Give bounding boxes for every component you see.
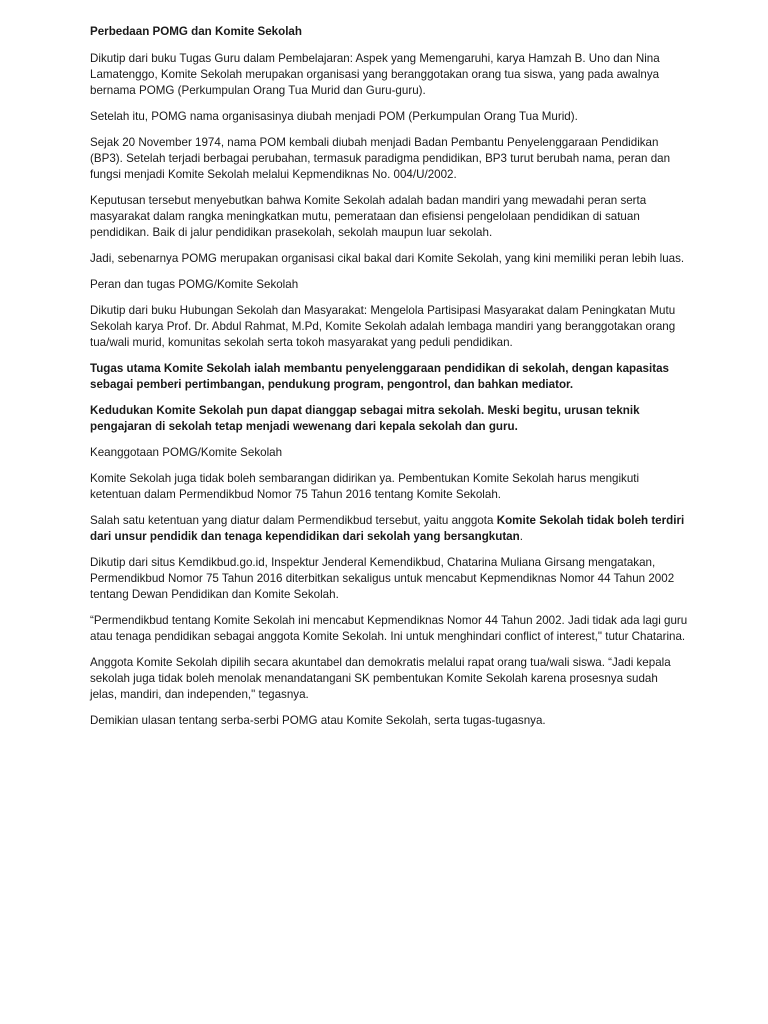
document-title: Perbedaan POMG dan Komite Sekolah (90, 25, 302, 38)
text-run: Salah satu ketentuan yang diatur dalam Permendikbud tersebut, yaitu anggota (90, 514, 497, 527)
paragraph: Keputusan tersebut menyebutkan bahwa Komite Sekolah adalah badan mandiri yang mewadahi peran serta masyarakat dalam rangka meningkatkan mutu, pemerataan dan efisiensi pengelolaan pendidikan di satuan pendidikan. Baik di jalur pendidikan prasekolah, sekolah maupun luar sekolah. (90, 194, 647, 239)
bold-paragraph: Kedudukan Komite Sekolah pun dapat dianggap sebagai mitra sekolah. Meski begitu, urusan teknik pengajaran di sekolah tetap menjadi wewenang dari kepala sekolah dan guru. (90, 404, 640, 433)
bold-text-run: Komite Sekolah tidak boleh terdiri dari unsur pendidik dan tenaga kependidikan dari sekolah yang bersangkutan (90, 514, 685, 543)
text-run: . (519, 530, 523, 543)
paragraph: Sejak 20 November 1974, nama POM kembali diubah menjadi Badan Pembantu Penyelenggaraan Pendidikan (BP3). Setelah terjadi berbagai perubahan, termasuk paradigma pendidikan, BP3 turut berubah nama, peran dan fungsi menjadi Komite Sekolah melalui Kepmendiknas No. 004/U/2002. (90, 136, 671, 181)
section-heading: Peran dan tugas POMG/Komite Sekolah (90, 278, 299, 291)
paragraph: Dikutip dari buku Hubungan Sekolah dan Masyarakat: Mengelola Partisipasi Masyarakat dalam Peningkatan Mutu Sekolah karya Prof. Dr. Abdul Rahmat, M.Pd, Komite Sekolah adalah lembaga mandiri yang beranggotakan orang tua/wali murid, komunitas sekolah serta tokoh masyarakat yang peduli pendidikan. (90, 304, 676, 349)
closing-paragraph: Demikian ulasan tentang serba-serbi POMG atau Komite Sekolah, serta tugas-tugasnya. (90, 714, 546, 727)
bold-paragraph: Tugas utama Komite Sekolah ialah membantu penyelenggaraan pendidikan di sekolah, dengan kapasitas sebagai pemberi pertimbangan, pendukung program, pengontrol, dan bahkan mediator. (90, 362, 669, 391)
paragraph-mixed (90, 513, 688, 545)
section-heading: Keanggotaan POMG/Komite Sekolah (90, 446, 283, 459)
paragraph: Setelah itu, POMG nama organisasinya diubah menjadi POM (Perkumpulan Orang Tua Murid). (90, 110, 578, 123)
quote-paragraph: “Permendikbud tentang Komite Sekolah ini mencabut Kepmendiknas Nomor 44 Tahun 2002. Jadi tidak ada lagi guru atau tenaga pendidikan sebagai anggota Komite Sekolah. Ini untuk menghindari conflict of interest," tutur Chatarina. (90, 614, 688, 643)
paragraph: Dikutip dari buku Tugas Guru dalam Pembelajaran: Aspek yang Memengaruhi, karya Hamzah B. Uno dan Nina Lamatenggo, Komite Sekolah merupakan organisasi yang beranggotakan orang tua siswa, yang pada awalnya bernama POMG (Perkumpulan Orang Tua Murid dan Guru-guru). (90, 52, 660, 97)
paragraph: Jadi, sebenarnya POMG merupakan organisasi cikal bakal dari Komite Sekolah, yang kini memiliki peran lebih luas. (90, 252, 685, 265)
paragraph: Anggota Komite Sekolah dipilih secara akuntabel dan demokratis melalui rapat orang tua/wali siswa. “Jadi kepala sekolah juga tidak boleh menolak menandatangani SK pembentukan Komite Sekolah karena prosesnya sudah jelas, mandiri, dan independen," tegasnya. (90, 656, 671, 701)
paragraph: Komite Sekolah juga tidak boleh sembarangan didirikan ya. Pembentukan Komite Sekolah harus mengikuti ketentuan dalam Permendikbud Nomor 75 Tahun 2016 tentang Komite Sekolah. (90, 472, 640, 501)
paragraph: Dikutip dari situs Kemdikbud.go.id, Inspektur Jenderal Kemendikbud, Chatarina Muliana Girsang mengatakan, Permendikbud Nomor 75 Tahun 2016 diterbitkan sekaligus untuk mencabut Kepmendiknas Nomor 44 Tahun 2002 tentang Dewan Pendidikan dan Komite Sekolah. (90, 556, 675, 601)
